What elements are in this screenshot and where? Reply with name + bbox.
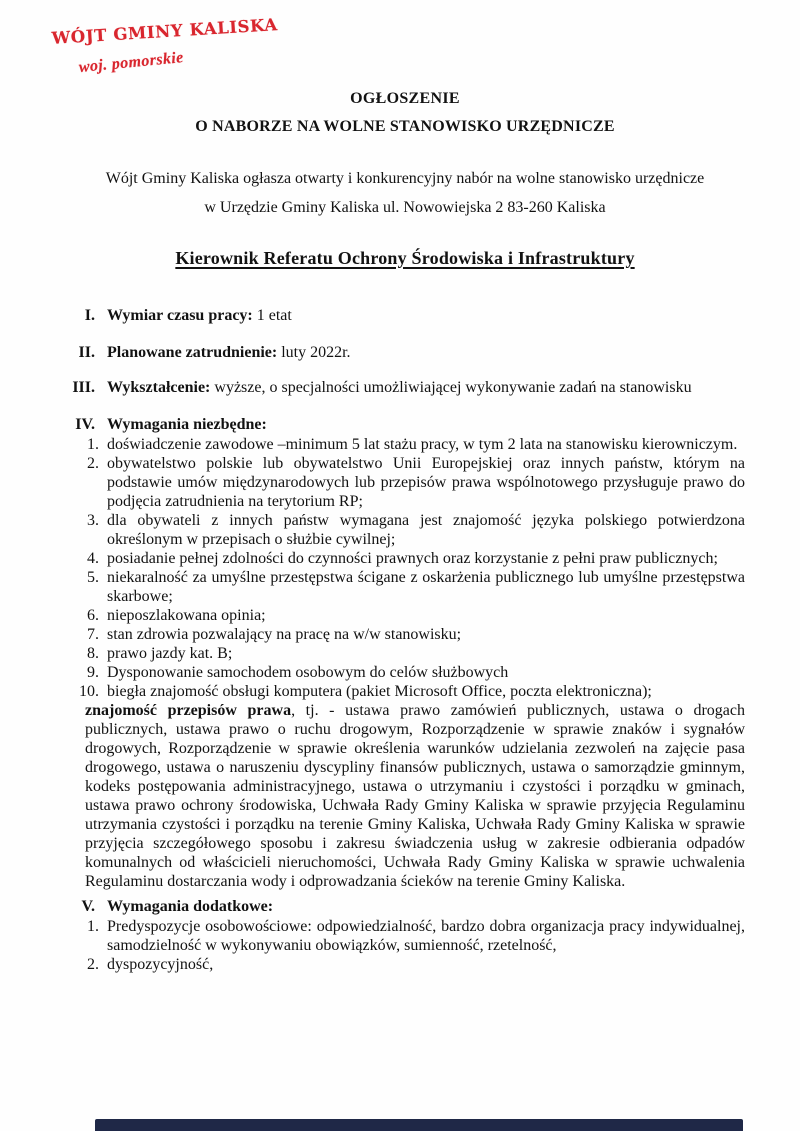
item-number: 1. xyxy=(87,918,99,935)
section-wymiar-czasu-pracy xyxy=(65,306,745,325)
section-body xyxy=(107,415,745,434)
section-text: luty 2022r. xyxy=(281,344,351,361)
item-text: niekaralność za umyślne przestępstwa ścigane z oskarżenia publicznego lub umyślne przestępstwa skarbowe; xyxy=(107,569,745,605)
stamp-authority-name: WÓJT GMINY KALISKA xyxy=(51,15,279,48)
item-number: 10. xyxy=(79,683,99,700)
item-number: 4. xyxy=(87,550,99,567)
section-numeral: I. xyxy=(84,307,95,324)
requirement-item xyxy=(65,682,745,701)
scan-artifact-bar xyxy=(95,1119,743,1131)
item-number: 2. xyxy=(87,455,99,472)
requirement-item xyxy=(65,917,745,955)
item-text: doświadczenie zawodowe –minimum 5 lat stażu pracy, w tym 2 lata na stanowisku kierowniczym. xyxy=(107,436,738,453)
section-numeral: V. xyxy=(81,898,95,915)
item-text: dyspozycyjność, xyxy=(107,956,214,973)
section-planowane-zatrudnienie xyxy=(65,343,745,362)
section-numeral: II. xyxy=(78,344,95,361)
section-numeral: III. xyxy=(72,379,95,396)
item-text: dla obywateli z innych państw wymagana jest znajomość języka polskiego potwierdzona określonym w przepisach o służbie cywilnej; xyxy=(107,512,745,548)
section-heading: Wymiar czasu pracy: xyxy=(107,307,253,324)
item-text: obywatelstwo polskie lub obywatelstwo Unii Europejskiej oraz innych państw, którym na podstawie umów międzynarodowych lub przepisów prawa wspólnotowego przysługuje prawo do podjęcia zatrudnienia na terytorium RP; xyxy=(107,455,745,510)
position-title: Kierownik Referatu Ochrony Środowiska i Infrastruktury xyxy=(175,248,635,268)
section-heading: Wykształcenie: xyxy=(107,379,211,396)
section-heading: Wymagania niezbędne: xyxy=(107,416,267,433)
requirement-item xyxy=(65,606,745,625)
item-number: 9. xyxy=(87,664,99,681)
item-text: nieposzlakowana opinia; xyxy=(107,607,266,624)
item-text: biegła znajomość obsługi komputera (pakiet Microsoft Office, poczta elektroniczna); xyxy=(107,683,652,700)
section-body xyxy=(107,343,745,362)
section-heading: Planowane zatrudnienie: xyxy=(107,344,278,361)
item-number: 7. xyxy=(87,626,99,643)
requirement-item xyxy=(65,644,745,663)
requirement-item xyxy=(65,454,745,511)
intro-line-2: w Urzędzie Gminy Kaliska ul. Nowowiejska 2 83-260 Kaliska xyxy=(204,199,606,216)
announcement-subtitle: O NABORZE NA WOLNE STANOWISKO URZĘDNICZE xyxy=(195,118,615,135)
item-text: prawo jazdy kat. B; xyxy=(107,645,233,662)
item-text: posiadanie pełnej zdolności do czynności prawnych oraz korzystanie z pełni praw publicznych; xyxy=(107,550,718,567)
requirements-list xyxy=(65,435,745,891)
intro-line-1: Wójt Gminy Kaliska ogłasza otwarty i konkurencyjny nabór na wolne stanowisko urzędnicze xyxy=(105,170,705,187)
announcement-title: OGŁOSZENIE xyxy=(350,90,460,107)
item-text: Predyspozycje osobowościowe: odpowiedzialność, bardzo dobra organizacja pracy indywidualnej, samodzielność w wykonywaniu obowiązków, sumienność, rzetelność, xyxy=(107,918,745,954)
paragraph-bold-lead: znajomość przepisów prawa xyxy=(85,702,292,719)
section-body xyxy=(107,306,745,325)
requirement-item xyxy=(65,435,745,454)
section-wymagania-dodatkowe xyxy=(65,897,745,916)
section-body xyxy=(107,897,745,916)
item-number: 3. xyxy=(87,512,99,529)
item-number: 2. xyxy=(87,956,99,973)
additional-requirements-list xyxy=(65,917,745,974)
item-number: 5. xyxy=(87,569,99,586)
section-body xyxy=(107,378,745,397)
item-number: 6. xyxy=(87,607,99,624)
requirement-item xyxy=(65,955,745,974)
section-wyksztalcenie xyxy=(65,378,745,397)
item-text: Dysponowanie samochodem osobowym do celów służbowych xyxy=(107,664,509,681)
requirement-item xyxy=(65,625,745,644)
requirement-item xyxy=(65,568,745,606)
section-text: wyższe, o specjalności umożliwiającej wykonywanie zadań na stanowisku xyxy=(214,379,692,396)
item-number: 8. xyxy=(87,645,99,662)
requirement-item xyxy=(65,511,745,549)
paragraph-text: , tj. - ustawa prawo zamówień publicznych, ustawa o drogach publicznych, ustawa prawo o ruchu drogowym, Rozporządzenie w sprawie znaków i sygnałów drogowych, Rozporządzenie w sprawie określenia warunków udzielania zezwoleń na zajęcie pasa drogowego, ustawa o naruszeniu dyscypliny finansów publicznych, ustawa o samorządzie gminnym, kodeks postępowania administracyjnego, ustawa o utrzymaniu i czystości i porządku w gminach, ustawa prawo ochrony środowiska, Uchwała Rady Gminy Kaliska w sprawie przyjęcia Regulaminu utrzymania czystości i porządku na terenie Gminy Kaliska, Uchwała Rady Gminy Kaliska w sprawie przyjęcia szczegółowego sposobu i zakresu świadczenia usług w zakresie odbierania odpadów komunalnych od właścicieli nieruchomości, Uchwała Rady Gminy Kaliska w sprawie uchwalenia Regulaminu dostarczania wody i odprowadzania ścieków na terenie Gminy Kaliska. xyxy=(85,702,745,890)
section-numeral: IV. xyxy=(75,416,95,433)
requirement-item xyxy=(65,549,745,568)
item-text: stan zdrowia pozwalający na pracę na w/w stanowisku; xyxy=(107,626,462,643)
section-heading: Wymagania dodatkowe: xyxy=(107,898,274,915)
section-text: 1 etat xyxy=(256,307,292,324)
official-red-stamp xyxy=(51,15,279,77)
item-number: 1. xyxy=(87,436,99,453)
legal-knowledge-paragraph xyxy=(85,701,745,891)
stamp-voivodeship: woj. pomorskie xyxy=(78,49,185,77)
requirement-item xyxy=(65,663,745,682)
section-wymagania-niezbedne xyxy=(65,415,745,434)
